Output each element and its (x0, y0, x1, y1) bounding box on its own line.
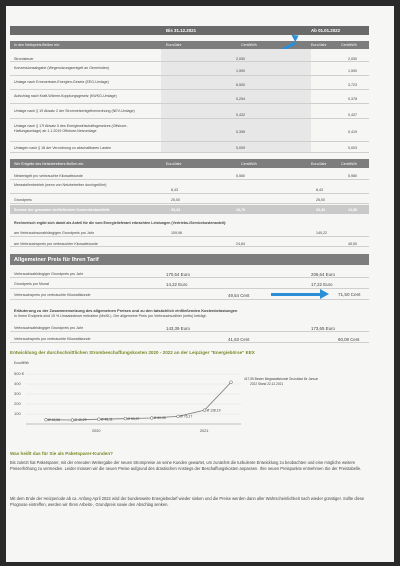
net-row-new: 2,050 (348, 57, 357, 61)
chart-data-label: Ø 48,11 (100, 417, 113, 422)
chart-ytick-label: 200 (14, 401, 21, 407)
chart-annotation-2: 2022 Stand 22.12.2021 (250, 382, 284, 386)
net-row-new: 1,590 (348, 69, 357, 73)
chart-point (203, 409, 206, 412)
anteil-row-old: 24,84 (236, 242, 245, 246)
tarif-row-old: 170,64 Euro (166, 272, 190, 277)
tarif-row-new: 17,22 Euro (311, 282, 333, 287)
chart-ytick-label: 100 (14, 411, 21, 417)
net-row-label: Umlagen nach § 18 der Verordnung zu abschaltbaren Lasten (14, 146, 112, 150)
chart-ytick-label: 300 (14, 391, 21, 397)
tarif-row-new: 206,64 Euro (311, 272, 335, 277)
anteil-row-old: 109,96 (171, 231, 182, 235)
net-row-0 (10, 53, 369, 62)
faq-paragraph-1: Bis zuletzt hat Paketsparer, mit der erneuten Weitergabe der neuen Strompreise an seine Kunden gewartet, um zunächst die turbulente Entwicklung zu beobachten und eine mögliche weitere Preiserhöhung zu vermeiden. Leider müssen wir die neuen Preise aufgrund des drastischen Anstiegs der Beschaffungskosten anpassen. Ihre neuen Preispunkte entnehmen Sie der Preistabelle. (10, 460, 362, 471)
chart-data-label: Ø 42,96 (48, 417, 61, 422)
netz-sum-v4: 14,58 (348, 208, 357, 212)
anteil-intro: Rechnerisch ergibt sich damit als Anteil für die vom Energielieferant erbrachten Leistungen (Vertriebs-/Servicekostenanteil): (14, 221, 227, 225)
net-row-new: 0,437 (348, 113, 357, 117)
chart-year-2021: 2021 (200, 429, 209, 433)
netz-sum-v2: 16,79 (236, 208, 245, 212)
net-row-old: 6,500 (236, 83, 245, 87)
chart-point (150, 417, 153, 420)
date-new: Ab 01.01.2022 (311, 28, 341, 33)
chart-point (124, 417, 127, 420)
document-page (6, 6, 394, 562)
erlaeuterung-title: Erläuterung zu der Zusammensetzung des allgemeinen Preises und zu den tatsächlich einfließenden Kostenbelastungen (14, 308, 238, 313)
netz-row-old: 8,43 (171, 188, 178, 192)
erl-row-new: 173,65 Euro (311, 326, 335, 331)
chart-year-2020: 2020 (92, 429, 101, 433)
tarif-title: Allgemeiner Preis für Ihren Tarif (14, 257, 99, 263)
anteil-row-label: am Verbrauchspreis pro verbrauchter Kilowattstunde (14, 242, 98, 246)
netz-row-label: Messstellenbetrieb (wenn von Netzbetreiber durchgeführt) (14, 183, 107, 187)
netz-sum-v3: 33,43 (316, 208, 325, 212)
anteil-row-label: am Verbrauchsunabhängigen Grundpreis pro Jahr (14, 231, 94, 235)
tarif-row-label: Verbrauchsabhängiger Grundpreis pro Jahr (14, 272, 84, 276)
arrow-new-price-head (320, 289, 329, 299)
netz-row-old: 25,00 (171, 198, 180, 202)
netz-row-old: 5,560 (236, 174, 245, 178)
chart-point (230, 381, 233, 384)
chart-point (45, 418, 48, 421)
faq-title: Was heißt das für Sie als Paketsparer-Kunden? (10, 451, 113, 456)
net-row-label: Konzessionsabgabe (Wegenutzungsentgelt an Gemeinden) (14, 66, 110, 70)
net-row-label: Umlage nach § 19 Absatz 2 der Stromnetzentgeltverordnung (NEV-Umlage) (14, 109, 135, 113)
tarif-row-label: Verbrauchspreis pro verbrauchte Kilowattstunde (14, 293, 91, 297)
erl-row-old: 41,63 Cent (228, 337, 250, 342)
arrow-new-price (271, 293, 321, 296)
net-row-old: 0,254 (236, 97, 245, 101)
netz-row-label: Netzentgelt pro verbrauchte Kilowattstunde (14, 174, 83, 178)
chart-title: Entwicklung der durchschnittlichen Strombeschaffungskosten 2020 - 2022 an der Leipziger "Energiebörse" EEX (10, 350, 255, 355)
tarif-row-old: 14,22 Euro (166, 282, 188, 287)
netz-col-cent-kwh-new: Cent/kWh (341, 162, 357, 166)
net-section-title: In den Nettopreis fließen ein: (14, 43, 60, 47)
net-row-new: 0,419 (348, 130, 357, 134)
erl-row-new: 60,08 Cent (338, 337, 360, 342)
tarif-row-old: 49,54 Cent (228, 293, 250, 298)
chart-point (177, 415, 180, 418)
chart-data-label: Ø 138,19 (206, 408, 221, 413)
tarif-row-new: 71,50 Cent (338, 292, 361, 297)
netz-col-cent-kwh: Cent/kWh (241, 162, 257, 166)
net-row-label: Umlage nach § 17f Absatz 5 des Energiewirtschaftsgesetzes (Offshore-Haftungsumlage) ab 1.1.2019 Offshore-Netzumlage (14, 124, 128, 133)
net-row-new: 0,003 (348, 146, 357, 150)
net-row-old: 0,009 (236, 146, 245, 150)
anteil-row-new: 45,50 (348, 242, 357, 246)
netz-sum-v1: 33,43 (171, 208, 180, 212)
col-euro-jahr: Euro/Jahr (166, 43, 182, 47)
netz-sum-label: Summe der gesamten einfließenden Kostenbestandteile (14, 208, 110, 212)
erl-row-old: 143,39 Euro (166, 326, 190, 331)
erl-row-label: Verbrauchspreis pro verbrauchte Kilowattstunde (14, 337, 91, 341)
erl-row-label: Verbrauchsabhängiger Grundpreis pro Jahr (14, 326, 84, 330)
netz-col-euro-jahr: Euro/Jahr (166, 162, 182, 166)
net-row-old: 0,432 (236, 113, 245, 117)
date-old: Bis 31.12.2021 (166, 28, 197, 33)
netz-col-euro-jahr-new: Euro/Jahr (311, 162, 327, 166)
chart-data-label: Ø 53,37 (127, 416, 140, 421)
netz-row-new: 8,43 (316, 188, 323, 192)
chart-data-label: Ø 40,29 (74, 418, 87, 423)
net-row-label: Umlage nach Erneuerbare-Energien-Gesetz (EEG-Umlage) (14, 80, 109, 84)
col-cent-kwh-new: Cent/kWh (341, 43, 357, 47)
col-euro-jahr-new: Euro/Jahr (311, 43, 327, 47)
chart-annotation-1: 417,55 Bester Megawattstunde Grundlast für Januar (244, 377, 319, 381)
chart-ytick-label: 500 € (14, 371, 25, 377)
net-row-label: Aufschlag nach Kraft-Wärme-Kopplungsgesetz (KWKG-Umlage) (14, 94, 117, 98)
netz-row-new: 25,00 (316, 198, 325, 202)
net-row-old: 2,050 (236, 57, 245, 61)
faq-paragraph-2: Mit dem Ende der Heizperiode ab ca. Anfang April 2022 wird der bundesweite Energiebedarf wieder sinken und die Preise werden dann aller Wahrscheinlichkeit nach wieder günstiger. Sollte diese Prognose eintreffen, werden wir Ihren Arbeits-, Grundpreis sowie den Abschlag senken. (10, 496, 365, 507)
chart-point (97, 418, 100, 421)
netz-section-title: Wie Entgelte des Netzbetreibers fließen ein: (14, 162, 85, 166)
net-row-new: 0,378 (348, 97, 357, 101)
netz-row-new: 5,980 (348, 174, 357, 178)
net-row-old: 1,590 (236, 69, 245, 73)
net-row-old: 0,395 (236, 130, 245, 134)
chart-point (71, 419, 74, 422)
col-cent-kwh: Cent/kWh (241, 43, 257, 47)
chart-ytick-label: 400 (14, 381, 21, 387)
netz-row-label: Grundpreis (14, 198, 32, 202)
net-row-new: 3,723 (348, 83, 357, 87)
chart-data-label: Ø 76,17 (180, 414, 193, 419)
erlaeuterung-sub: In Ihrem Endpreis sind 19 % Umsatzsteuer enthalten (MwSt.). Der allgemeine Preis pro Verbrauchszähler (netto) beträgt: (14, 314, 207, 318)
net-row-label: Stromsteuer (14, 57, 34, 61)
chart-unit: Euro/MWh (14, 361, 30, 365)
chart-data-label: Ø 60,35 (153, 416, 166, 421)
tarif-row-label: Grundpreis pro Monat (14, 282, 49, 286)
anteil-row-new: 140,22 (316, 231, 327, 235)
